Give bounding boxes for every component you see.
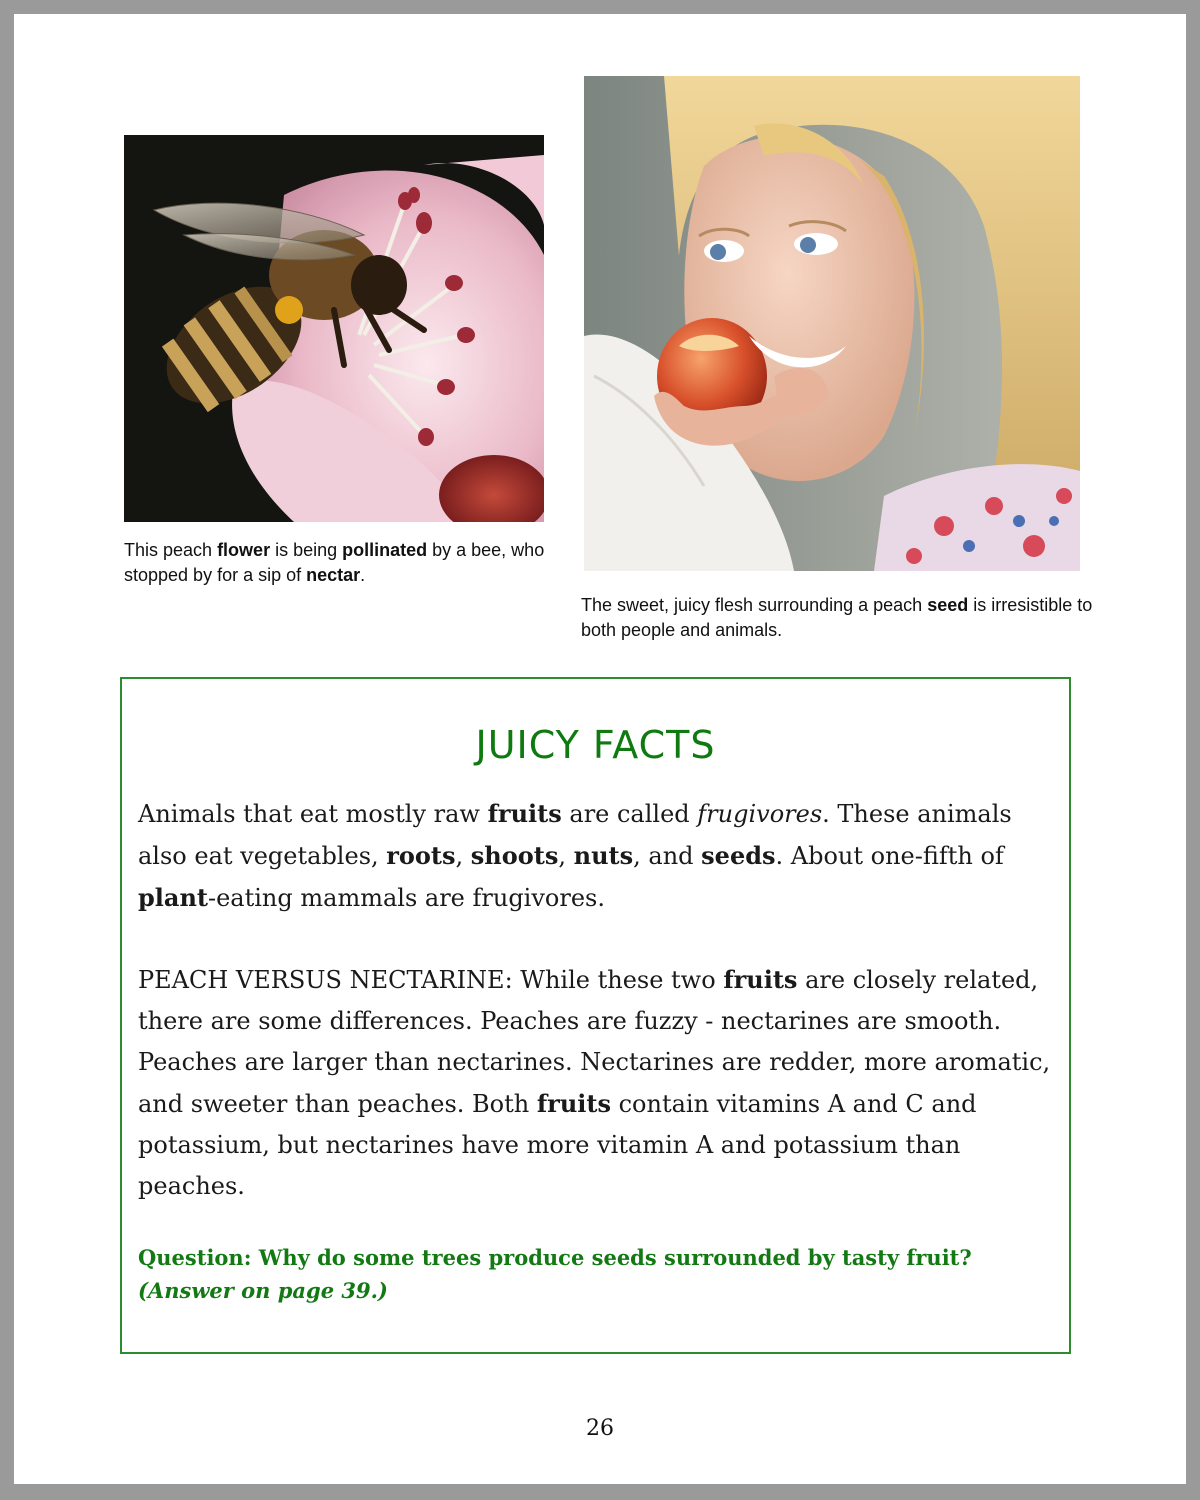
facts-body xyxy=(138,793,1063,1207)
facts-paragraph-frugivores: Animals that eat mostly raw fruits are called frugivores. These animals also eat vegetables, roots, shoots, nuts, and seeds. About one-fifth of plant-eating mammals are frugivores. xyxy=(138,799,1012,912)
bee-photo-caption: This peach flower is being pollinated by a bee, who stopped by for a sip of nectar. xyxy=(124,540,545,585)
term-flower: flower xyxy=(217,540,271,560)
facts-question xyxy=(138,1241,1063,1307)
page-number: 26 xyxy=(586,1416,614,1441)
term-seed: seed xyxy=(927,595,969,615)
juicy-facts-box xyxy=(120,677,1071,1354)
girl-peach-illustration xyxy=(584,76,1080,571)
bee-flower-photo xyxy=(124,135,544,522)
bee-flower-illustration xyxy=(124,135,544,522)
term-nectar: nectar xyxy=(306,565,361,585)
girl-peach-photo xyxy=(584,76,1080,571)
answer-reference: (Answer on page 39.) xyxy=(138,1278,388,1303)
book-page xyxy=(14,14,1186,1484)
question-text: Question: Why do some trees produce seeds surrounded by tasty fruit? xyxy=(138,1245,972,1270)
facts-title: JUICY FACTS xyxy=(475,723,716,767)
girl-photo-caption: The sweet, juicy flesh surrounding a peach seed is irresistible to both people and animals. xyxy=(581,595,1093,640)
term-pollinated: pollinated xyxy=(342,540,428,560)
facts-paragraph-peach-vs-nectarine: PEACH VERSUS NECTARINE: While these two fruits are closely related, there are some differences. Peaches are fuzzy - nectarines are smooth. Peaches are larger than nectarines. Nectarines are redder, more aromatic, and sweeter than peaches. Both fruits contain vitamins A and C and potassium, but nectarines have more vitamin A and potassium than peaches. xyxy=(138,965,1051,1200)
